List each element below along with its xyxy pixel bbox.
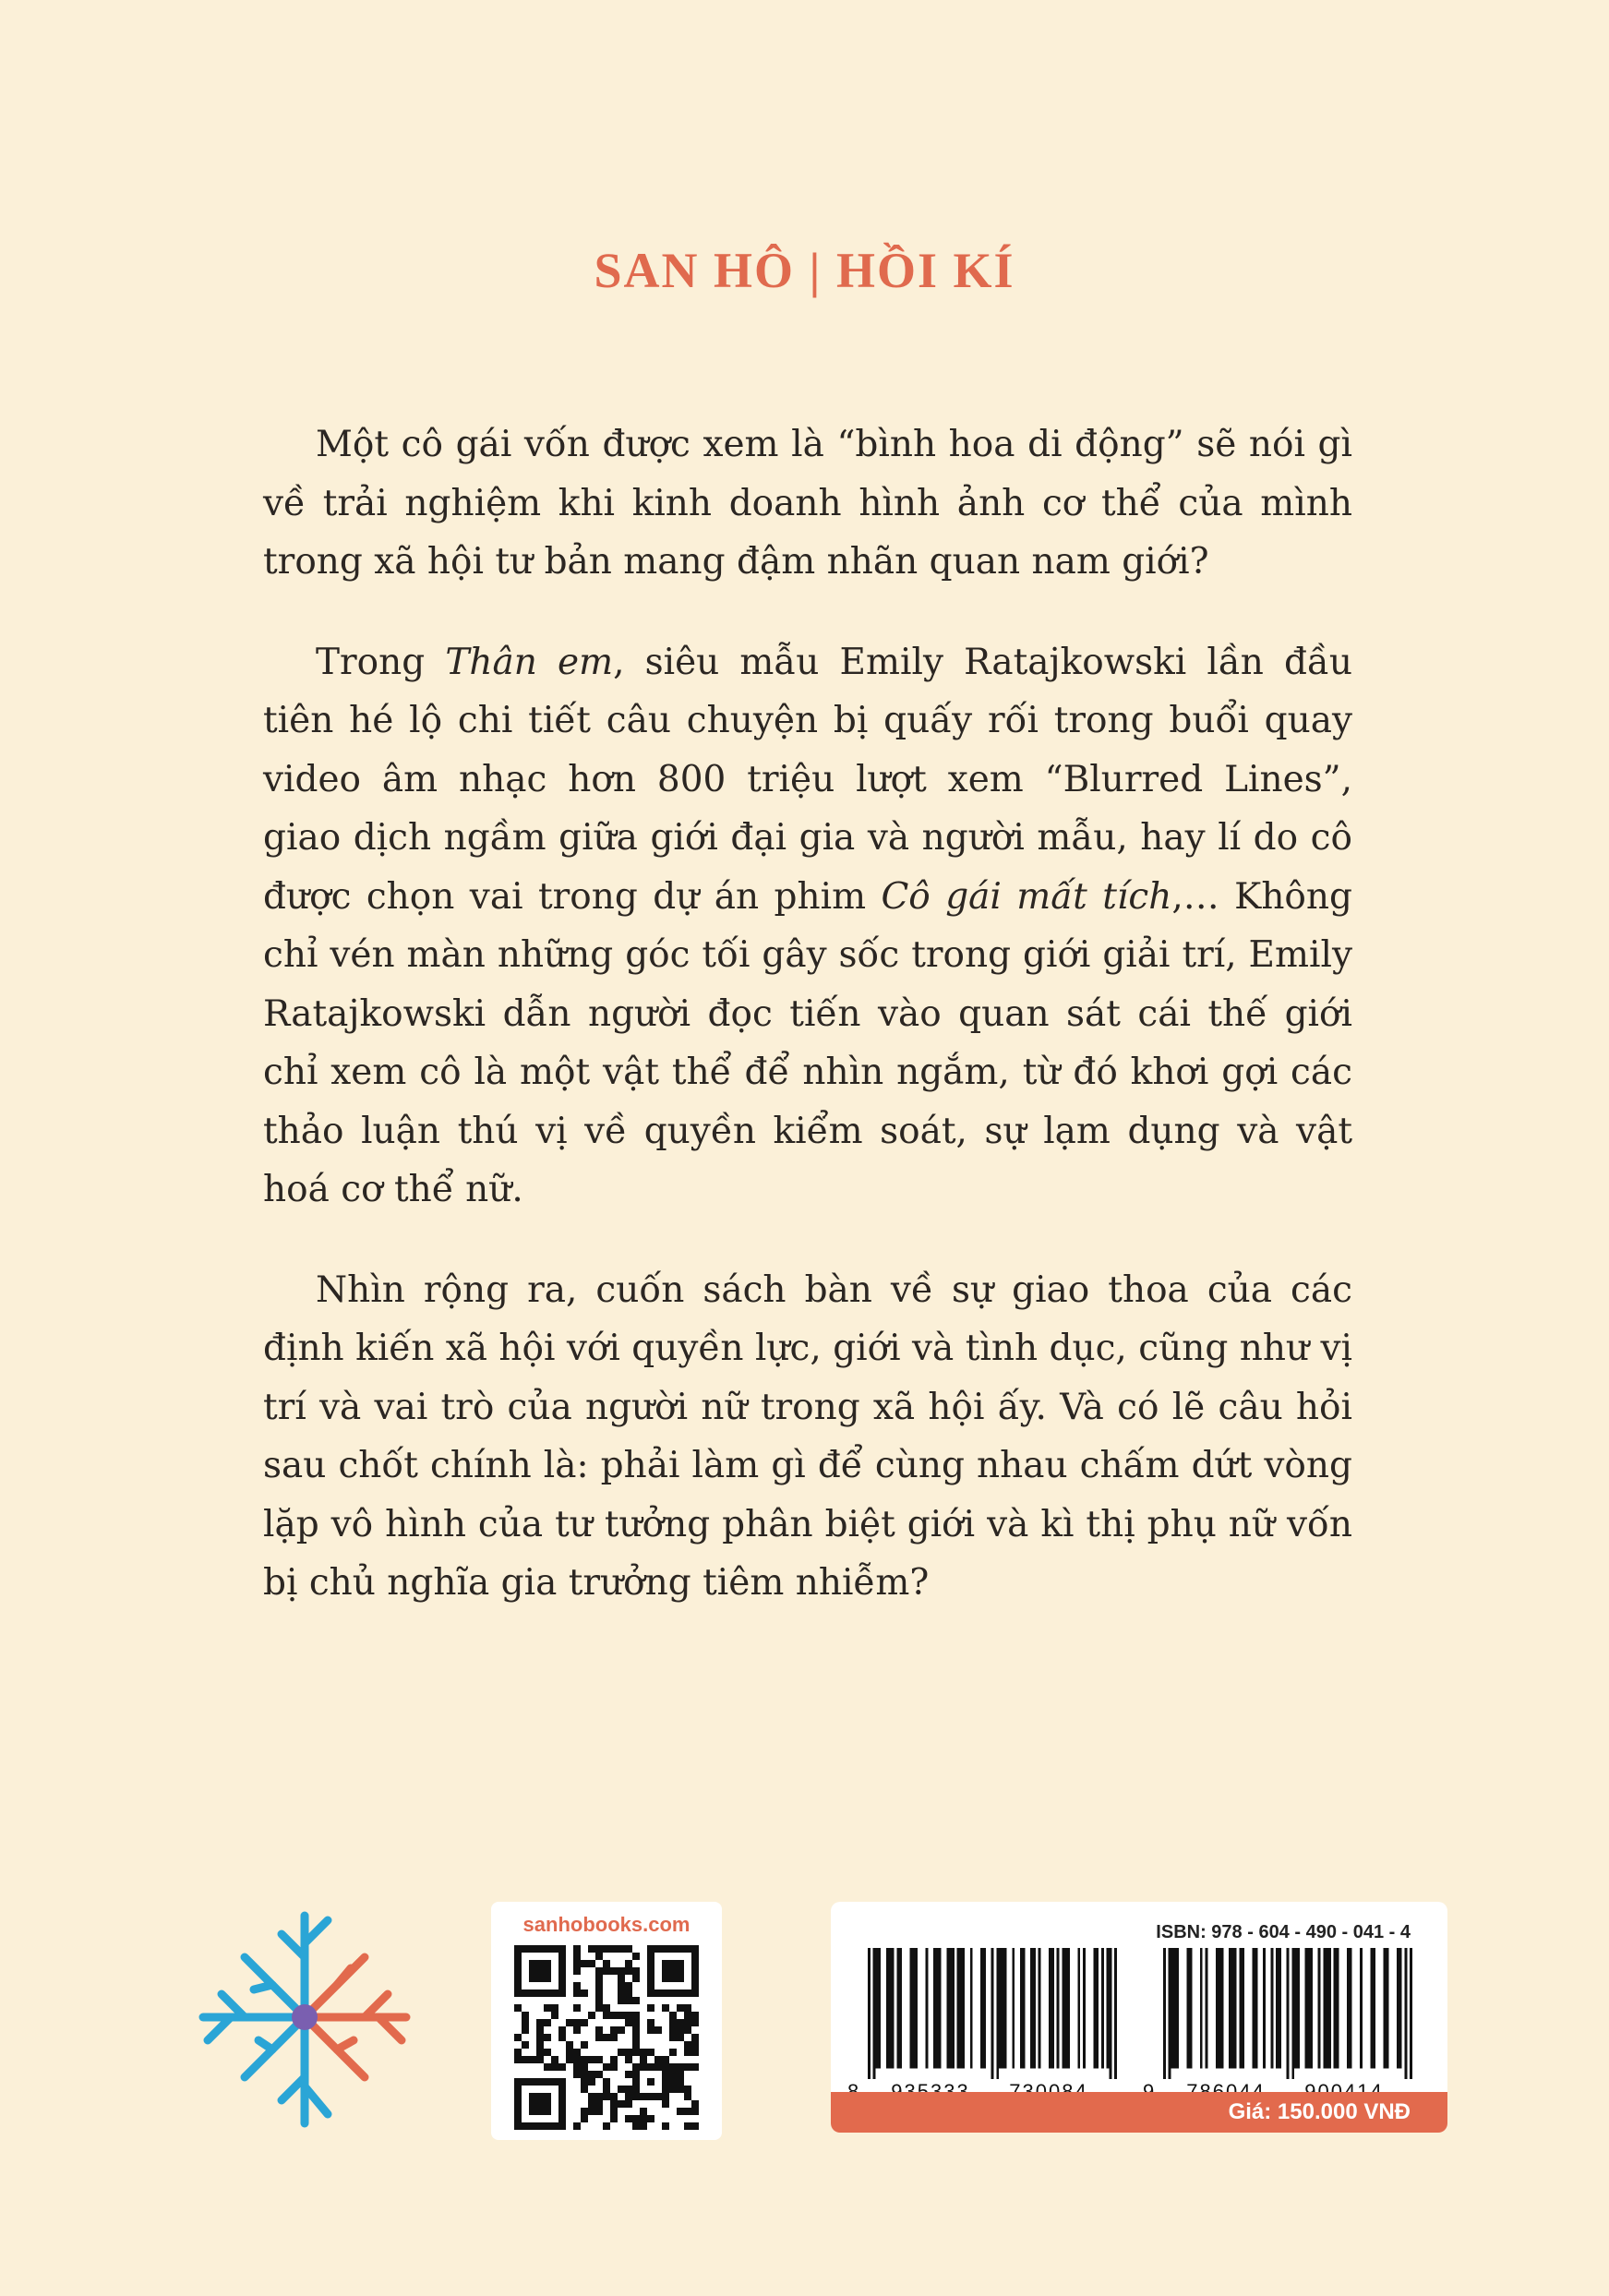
qr-card[interactable]: [491, 1902, 722, 2140]
isbn-label: ISBN: 978 - 604 - 490 - 041 - 4: [1156, 1922, 1411, 1942]
price-label: Giá: 150.000 VNĐ: [1228, 2099, 1411, 2124]
price-bar: [831, 2092, 1447, 2133]
blurb-paragraph: [263, 415, 1352, 592]
san-ho-coral-logo-icon: [189, 1902, 420, 2137]
qr-code-icon: [514, 1945, 699, 2130]
blurb-paragraph: [263, 1261, 1352, 1613]
blurb-text-segment: Một cô gái vốn được xem là “bình hoa di động” sẽ nói gì về trải nghiệm khi kinh doanh hình ảnh cơ thể của mình trong xã hội tư bản mang đậm nhãn quan nam giới?: [263, 424, 1352, 583]
barcode-icon: [868, 1948, 1117, 2079]
blurb-text-segment: Trong: [316, 641, 446, 683]
barcode-icon: [1163, 1948, 1412, 2079]
blurb-text: [263, 415, 1352, 1654]
blurb-paragraph: [263, 633, 1352, 1220]
website-url: sanhobooks.com: [522, 1913, 690, 1936]
blurb-text-segment: Nhìn rộng ra, cuốn sách bàn về sự giao thoa của các định kiến xã hội với quyền lực, giới và tình dục, cũng như vị trí và vai trò của người nữ trong xã hội ấy. Và có lẽ câu hỏi sau chốt chính là: phải làm gì để cùng nhau chấm dứt vòng lặp vô hình của tư tưởng phân biệt giới và kì thị phụ nữ vốn bị chủ nghĩa gia trưởng tiêm nhiễm?: [263, 1268, 1352, 1604]
blurb-text-segment: , siêu mẫu Emily Ratajkowski lần đầu tiên hé lộ chi tiết câu chuyện bị quấy rối trong buổi quay video âm nhạc hơn 800 triệu lượt xem “Blurred Lines”, giao dịch ngầm giữa giới đại gia và người mẫu, hay lí do cô được chọn vai trong dự án phim: [263, 641, 1352, 918]
blurb-text-segment: ,… Không chỉ vén màn những góc tối gây sốc trong giới giải trí, Emily Ratajkowski dẫn người đọc tiến vào quan sát cái thế giới chỉ xem cô là một vật thể để nhìn ngắm, từ đó khơi gợi các thảo luận thú vị về quyền kiểm soát, sự lạm dụng và vật hoá cơ thể nữ.: [263, 875, 1352, 1210]
book-title-italic: Thân em: [445, 641, 614, 683]
book-title-italic: Cô gái mất tích: [881, 875, 1172, 918]
series-title: SAN HÔ | HỒI KÍ: [594, 243, 1015, 298]
barcode-card: [831, 1902, 1447, 2133]
